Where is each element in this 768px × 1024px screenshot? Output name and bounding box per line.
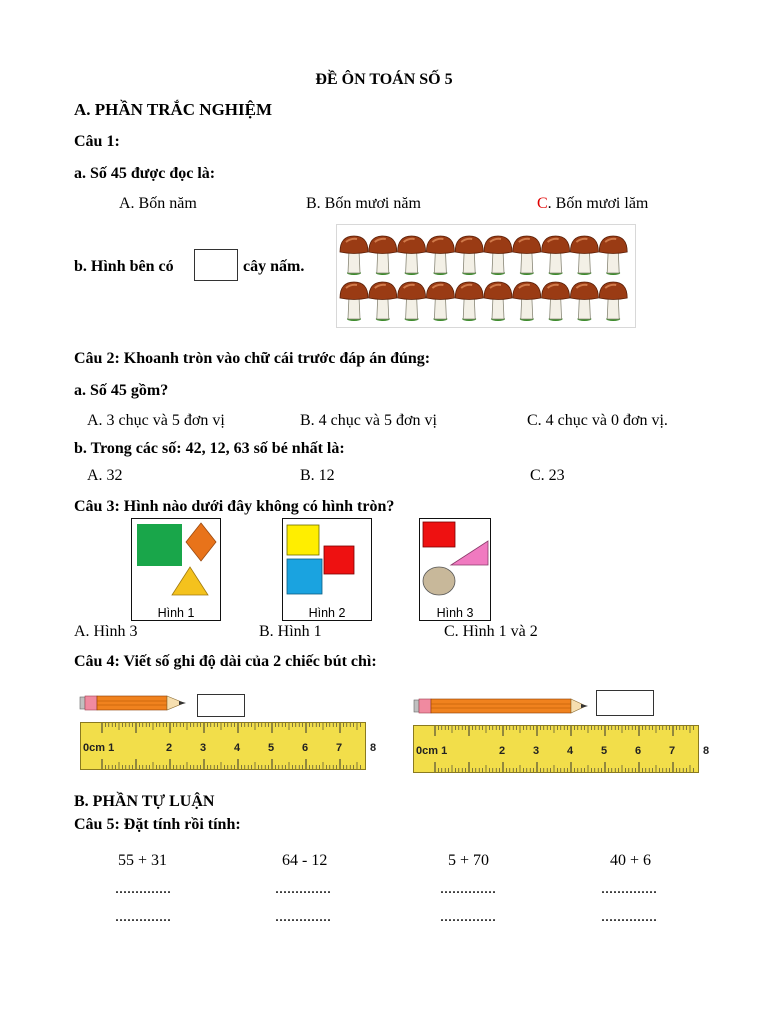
q3-option-a[interactable]: A. Hình 3 xyxy=(74,623,138,640)
q5-answer-line-2a[interactable]: .............. xyxy=(275,880,331,897)
q4-heading: Câu 4: Viết số ghi độ dài của 2 chiếc bút chì: xyxy=(74,653,377,670)
q3-option-b[interactable]: B. Hình 1 xyxy=(259,623,322,640)
q2a-prompt: a. Số 45 gồm? xyxy=(74,382,169,399)
q5-answer-line-3b[interactable]: .............. xyxy=(440,908,496,925)
q5-answer-line-4a[interactable]: .............. xyxy=(601,880,657,897)
ruler-label: 2 xyxy=(166,742,173,754)
section-b-heading: B. PHẦN TỰ LUẬN xyxy=(74,793,215,810)
q1a-option-c[interactable] xyxy=(537,195,648,213)
ruler-label: 4 xyxy=(567,745,574,757)
shape-card-2 xyxy=(282,518,372,621)
green-square xyxy=(137,524,182,566)
q5-heading: Câu 5: Đặt tính rồi tính: xyxy=(74,816,241,833)
ruler-label: 3 xyxy=(533,745,540,757)
tan-circle xyxy=(423,567,455,595)
ruler-label: 6 xyxy=(635,745,642,757)
ruler-1 xyxy=(80,722,377,770)
q5-answer-line-3a[interactable]: .............. xyxy=(440,880,496,897)
q2b-option-b[interactable]: B. 12 xyxy=(300,467,335,484)
pencil-2-answer-box[interactable] xyxy=(596,690,654,716)
page-title: ĐỀ ÔN TOÁN SỐ 5 xyxy=(315,71,453,88)
q5-answer-line-1a[interactable]: .............. xyxy=(115,880,171,897)
q2b-option-a[interactable]: A. 32 xyxy=(87,467,123,484)
red-square xyxy=(423,522,455,547)
ruler-label: 6 xyxy=(302,742,309,754)
q1b-prompt-end: cây nấm. xyxy=(243,258,305,275)
yellow-triangle xyxy=(172,567,208,595)
section-a-heading: A. PHẦN TRẮC NGHIỆM xyxy=(74,100,273,119)
ruler-label: 2 xyxy=(499,745,506,757)
q2b-prompt: b. Trong các số: 42, 12, 63 số bé nhất là: xyxy=(74,440,345,457)
q1b-prompt-start: b. Hình bên có xyxy=(74,258,174,275)
q5-expr-4: 40 + 6 xyxy=(610,852,652,869)
shape-card-3 xyxy=(419,518,491,621)
pink-triangle xyxy=(451,541,488,565)
blue-square xyxy=(287,559,322,594)
q1a-option-b[interactable]: B. Bốn mươi năm xyxy=(306,195,421,212)
mushroom-picture xyxy=(336,224,636,328)
ruler-label: 7 xyxy=(669,745,676,757)
q2a-option-c[interactable]: C. 4 chục và 0 đơn vị. xyxy=(527,412,668,429)
q2-heading: Câu 2: Khoanh tròn vào chữ cái trước đáp án đúng: xyxy=(74,350,431,367)
card-3-shapes xyxy=(420,519,490,605)
q5-expr-2: 64 - 12 xyxy=(282,852,328,869)
q1b-answer-box[interactable] xyxy=(194,249,238,281)
q3-heading: Câu 3: Hình nào dưới đây không có hình tròn? xyxy=(74,498,395,515)
pencil-2-icon xyxy=(414,696,590,716)
red-square xyxy=(324,546,354,574)
q1a-option-c-letter: C xyxy=(537,195,548,212)
q5-answer-line-4b[interactable]: .............. xyxy=(601,908,657,925)
yellow-square xyxy=(287,525,319,555)
card-3-label: Hình 3 xyxy=(436,606,474,620)
q5-answer-line-2b[interactable]: .............. xyxy=(275,908,331,925)
ruler-label: 8 xyxy=(703,745,710,757)
ruler-label: 7 xyxy=(336,742,343,754)
q1a-option-c-text: . Bốn mươi lăm xyxy=(547,195,649,212)
q5-expr-3: 5 + 70 xyxy=(448,852,490,869)
q5-answer-line-1b[interactable]: .............. xyxy=(115,908,171,925)
q2b-option-c[interactable]: C. 23 xyxy=(530,467,565,484)
ruler-label: 5 xyxy=(268,742,275,754)
ruler-label: 4 xyxy=(234,742,241,754)
ruler-2 xyxy=(413,725,710,773)
card-2-label: Hình 2 xyxy=(308,606,346,620)
pencil-1-answer-box[interactable] xyxy=(197,694,245,717)
ruler-label: 8 xyxy=(370,742,377,754)
q1-heading: Câu 1: xyxy=(74,133,120,150)
ruler-label: 0cm 1 xyxy=(416,745,448,757)
shape-card-1 xyxy=(131,518,221,621)
ruler-label: 0cm 1 xyxy=(83,742,115,754)
q1a-prompt: a. Số 45 được đọc là: xyxy=(74,165,216,182)
ruler-label: 5 xyxy=(601,745,608,757)
card-1-label: Hình 1 xyxy=(157,606,195,620)
q2a-option-a[interactable]: A. 3 chục và 5 đơn vị xyxy=(87,412,225,429)
q3-option-c[interactable]: C. Hình 1 và 2 xyxy=(444,623,538,640)
pencil-1-icon xyxy=(80,693,190,713)
q1a-option-a[interactable]: A. Bốn năm xyxy=(119,195,197,212)
card-2-shapes xyxy=(283,519,371,605)
card-1-shapes xyxy=(132,519,220,605)
ruler-label: 3 xyxy=(200,742,207,754)
q5-expr-1: 55 + 31 xyxy=(118,852,168,869)
orange-diamond xyxy=(186,523,216,561)
q2a-option-b[interactable]: B. 4 chục và 5 đơn vị xyxy=(300,412,437,429)
